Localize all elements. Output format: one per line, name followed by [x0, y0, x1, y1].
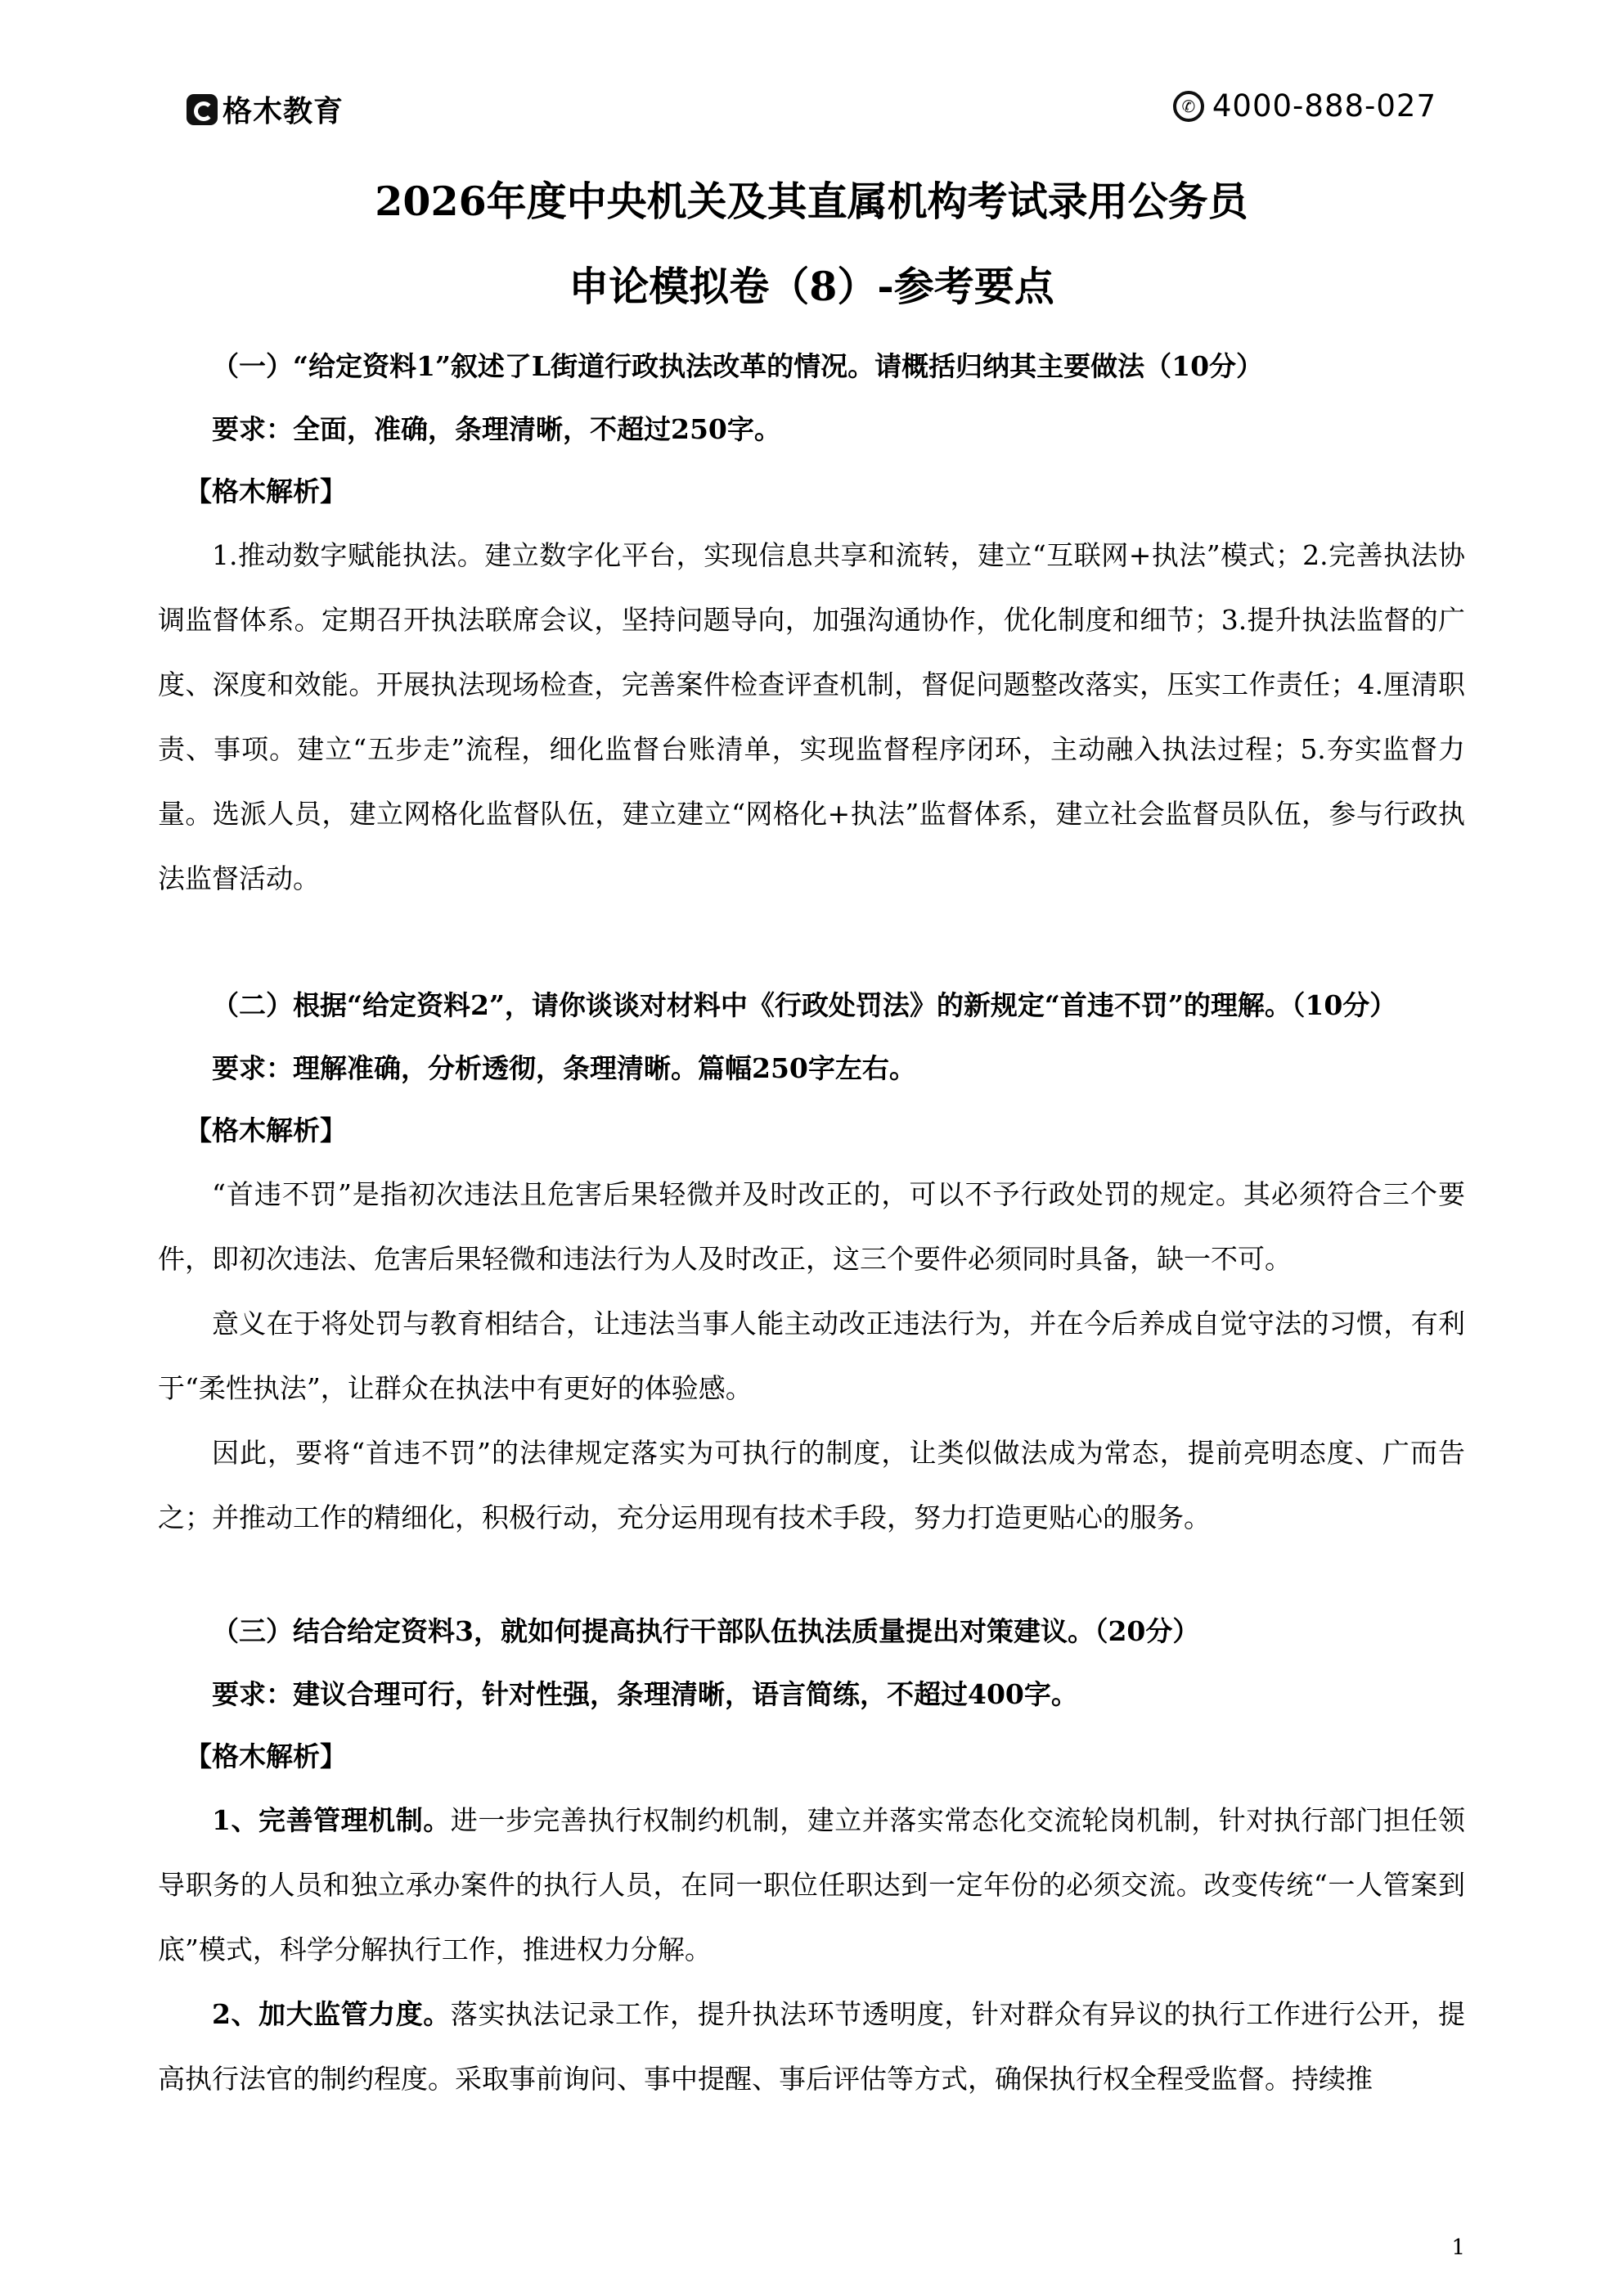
section-spacer — [158, 1550, 1465, 1599]
answer-paragraph: “首违不罚”是指初次违法且危害后果轻微并及时改正的，可以不予行政处罚的规定。其必须符合三个要件，即初次违法、危害后果轻微和违法行为人及时改正，这三个要件必须同时具备，缺一不可。 — [158, 1178, 1465, 1275]
answer-paragraph: 1.推动数字赋能执法。建立数字化平台，实现信息共享和流转，建立“互联网+执法”模式；2.完善执法协调监督体系。定期召开执法联席会议，坚持问题导向，加强沟通协作，优化制度和细节；3.提升执法监督的广度、深度和效能。开展执法现场检查，完善案件检查评查机制，督促问题整改落实，压实工作责任；4.厘清职责、事项。建立“五步走”流程，细化监督台账清单，实现监督程序闭环，主动融入执法过程；5.夯实监督力量。选派人员，建立网格化监督队伍，建立建立“网格化+执法”监督体系，建立社会监督员队伍，参与行政执法监督活动。 — [158, 539, 1465, 894]
point-text: 进一步完善执行权制约机制，建立并落实常态化交流轮岗机制，针对执行部门担任领导职务的人员和独立承办案件的执行人员，在同一职位任职达到一定年份的必须交流。改变传统“一人管案到底”模式，科学分解执行工作，推进权力分解。 — [158, 1804, 1466, 1965]
page-header — [187, 88, 1436, 133]
analysis-label-1: 【格木解析】 — [185, 475, 347, 507]
logo-mark-icon — [187, 94, 218, 125]
point-heading: 2、加大监管力度。 — [212, 1998, 451, 2030]
document-body — [158, 334, 1465, 2111]
brand-logo — [187, 88, 344, 130]
hotline — [1173, 88, 1436, 124]
question-1: （一）“给定资料1”叙述了L街道行政执法改革的情况。请概括归纳其主要做法（10分） — [212, 350, 1264, 382]
requirement-3: 要求：建议合理可行，针对性强，条理清晰，语言简练，不超过400字。 — [212, 1678, 1078, 1710]
point-text: 落实执法记录工作，提升执法环节透明度，针对群众有异议的执行工作进行公开，提高执行法官的制约程度。采取事前询问、事中提醒、事后评估等方式，确保执行权全程受监督。持续推 — [158, 1998, 1466, 2095]
logo-text: 格木教育 — [223, 95, 344, 128]
requirement-2: 要求：理解准确，分析透彻，条理清晰。篇幅250字左右。 — [212, 1052, 916, 1084]
hotline-number: 4000-888-027 — [1212, 88, 1436, 124]
question-3: （三）结合给定资料3，就如何提高执行干部队伍执法质量提出对策建议。（20分） — [212, 1615, 1200, 1647]
analysis-label-2: 【格木解析】 — [185, 1114, 347, 1146]
answer-paragraph: 因此，要将“首违不罚”的法律规定落实为可执行的制度，让类似做法成为常态，提前亮明态度、广而告之；并推动工作的精细化，积极行动，充分运用现有技术手段，努力打造更贴心的服务。 — [158, 1437, 1465, 1533]
document-subtitle: 申论模拟卷（8）-参考要点 — [569, 263, 1054, 310]
requirement-1: 要求：全面，准确，条理清晰，不超过250字。 — [212, 413, 781, 445]
answer-point — [158, 1982, 1465, 2111]
question-2: （二）根据“给定资料2”，请你谈谈对材料中《行政处罚法》的新规定“首违不罚”的理解。（10分） — [212, 989, 1397, 1021]
analysis-label-3: 【格木解析】 — [185, 1740, 347, 1772]
page-number: 1 — [1451, 2235, 1465, 2260]
answer-paragraph: 意义在于将处罚与教育相结合，让违法当事人能主动改正违法行为，并在今后养成自觉守法的习惯，有利于“柔性执法”，让群众在执法中有更好的体验感。 — [158, 1308, 1465, 1404]
phone-icon: ✆ — [1173, 91, 1204, 122]
section-spacer — [158, 911, 1465, 973]
answer-point — [158, 1788, 1465, 1982]
document-title: 2026年度中央机关及其直属机构考试录用公务员 — [375, 178, 1248, 225]
point-heading: 1、完善管理机制。 — [212, 1804, 451, 1836]
